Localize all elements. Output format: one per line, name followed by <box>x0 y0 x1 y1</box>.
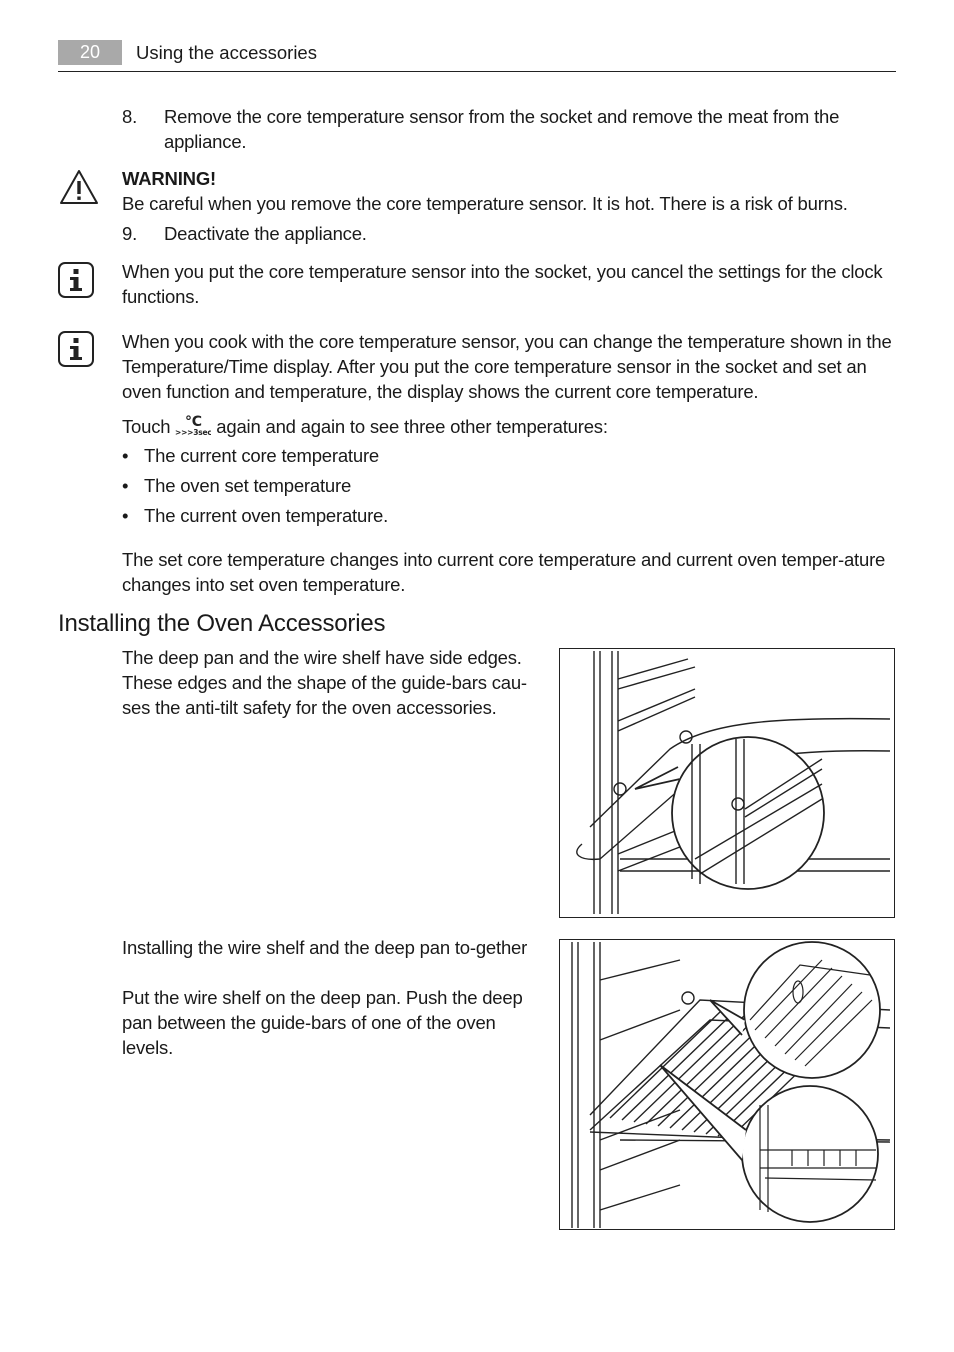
touch-instruction <box>122 413 897 439</box>
side-edges-paragraph: The deep pan and the wire shelf have side edges. These edges and the shape of the guide-bars cau-ses the anti-tilt safety for the oven accessories. <box>122 647 527 718</box>
bullet-icon: • <box>122 475 129 496</box>
wire-shelf-deep-pan-illustration <box>559 939 895 1230</box>
info-note-2: When you cook with the core temperature sensor, you can change the temperature shown in the Temperature/Time display. After you put the core temperature sensor in the socket and set an oven function and temperature, the display shows the current core temperature. <box>122 331 892 402</box>
list-item <box>122 443 379 468</box>
list-item <box>122 473 351 498</box>
warning-title: WARNING! <box>122 168 216 189</box>
header-rule <box>58 71 896 72</box>
warning-text: Be careful when you remove the core temperature sensor. It is hot. There is a risk of burns. <box>122 193 848 214</box>
bullet-icon: • <box>122 445 129 466</box>
bullet-text: The current core temperature <box>144 445 380 466</box>
anti-tilt-illustration <box>559 648 895 918</box>
glyph-3sec: >>>3sec <box>175 428 212 437</box>
running-header: Using the accessories <box>136 42 317 63</box>
step-9-number: 9. <box>122 223 138 244</box>
temperature-change-paragraph: The set core temperature changes into current core temperature and current oven temper-ature changes into set oven temperature. <box>122 549 886 595</box>
bullet-text: The oven set temperature <box>144 475 352 496</box>
info-icon <box>58 331 94 367</box>
step-9-text: Deactivate the appliance. <box>164 223 367 244</box>
info-icon <box>58 262 94 298</box>
bullet-text: The current oven temperature. <box>144 505 389 526</box>
step-8-number: 8. <box>122 106 138 127</box>
temperature-3sec-icon <box>175 413 211 435</box>
bullet-icon: • <box>122 505 129 526</box>
glyph-celsius: °C <box>185 414 203 430</box>
list-item <box>122 503 388 528</box>
page-number: 20 <box>58 40 122 65</box>
touch-after: again and again to see three other temperatures: <box>216 416 608 437</box>
wire-shelf-instructions: Put the wire shelf on the deep pan. Push the deep pan between the guide-bars of one of the oven levels. <box>122 987 523 1058</box>
info-note-1: When you put the core temperature sensor into the socket, you cancel the settings for the clock functions. <box>122 261 883 307</box>
step-8-text: Remove the core temperature sensor from the socket and remove the meat from the appliance. <box>164 106 840 152</box>
warning-triangle-icon <box>58 168 100 211</box>
wire-shelf-subtitle: Installing the wire shelf and the deep pan to-gether <box>122 937 528 958</box>
section-title: Installing the Oven Accessories <box>58 610 386 637</box>
touch-before: Touch <box>122 416 171 437</box>
